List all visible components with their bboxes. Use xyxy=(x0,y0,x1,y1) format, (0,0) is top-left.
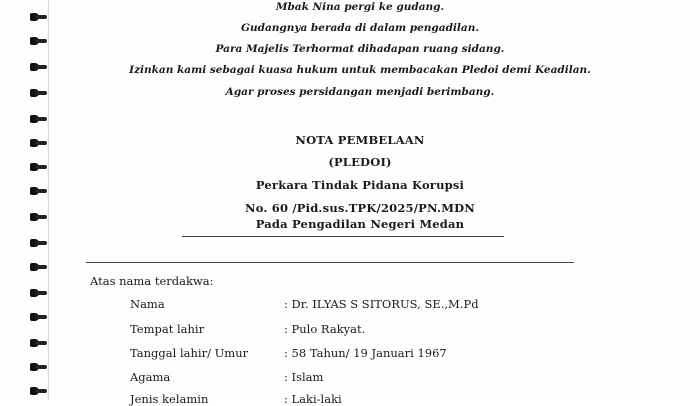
row-label: Agama xyxy=(130,370,171,384)
court-name: Pada Pengadilan Negeri Medan xyxy=(255,217,465,231)
document-subtitle: (PLEDOI) xyxy=(328,155,392,169)
row-value: : Dr. ILYAS S SITORUS, SE.,M.Pd xyxy=(284,297,479,311)
binding-ring xyxy=(30,88,46,98)
poem-line: Para Majelis Terhormat dihadapan ruang sidang. xyxy=(215,43,505,55)
binding-ring xyxy=(30,138,46,148)
document-title: NOTA PEMBELAAN xyxy=(295,133,425,147)
page-edge xyxy=(48,0,49,400)
row-label: Nama xyxy=(130,297,165,311)
row-label: Tanggal lahir/ Umur xyxy=(130,346,249,360)
row-value: : Laki-laki xyxy=(284,392,342,406)
row-label: Tempat lahir xyxy=(130,322,205,336)
row-label: Jenis kelamin xyxy=(130,392,209,406)
binding-ring xyxy=(30,212,46,222)
heading-underline xyxy=(182,236,504,237)
binding-ring xyxy=(30,362,46,372)
binding-ring xyxy=(30,12,46,22)
binding-ring xyxy=(30,62,46,72)
binding-ring xyxy=(30,186,46,196)
defendant-intro: Atas nama terdakwa: xyxy=(90,274,214,288)
case-number: No. 60 /Pid.sus.TPK/2025/PN.MDN xyxy=(244,201,476,215)
poem-line: Mbak Nina pergi ke gudang. xyxy=(275,1,445,13)
case-type: Perkara Tindak Pidana Korupsi xyxy=(255,178,465,192)
section-divider xyxy=(86,262,574,263)
binding-ring xyxy=(30,312,46,322)
row-value: : Islam xyxy=(284,370,324,384)
binding-ring xyxy=(30,338,46,348)
binding-ring xyxy=(30,36,46,46)
binding-ring xyxy=(30,262,46,272)
binding-ring xyxy=(30,288,46,298)
binding-ring xyxy=(30,238,46,248)
poem-line: Agar proses persidangan menjadi berimbang. xyxy=(225,86,495,98)
binding-ring xyxy=(30,162,46,172)
row-value: : Pulo Rakyat. xyxy=(284,322,366,336)
poem-line: Gudangnya berada di dalam pengadilan. xyxy=(241,22,479,34)
spiral-binding xyxy=(0,0,48,400)
binding-ring xyxy=(30,386,46,396)
row-value: : 58 Tahun/ 19 Januari 1967 xyxy=(284,346,447,360)
binding-ring xyxy=(30,114,46,124)
poem-line: Izinkan kami sebagai kuasa hukum untuk membacakan Pledoi demi Keadilan. xyxy=(129,64,591,76)
